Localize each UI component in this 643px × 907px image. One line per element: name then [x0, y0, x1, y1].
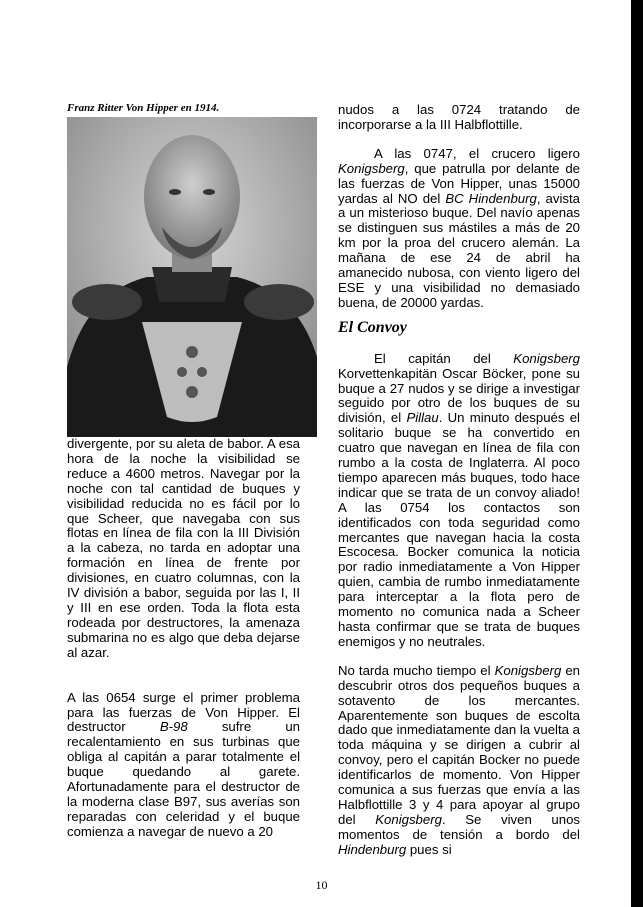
left-column: [67, 437, 300, 840]
section-heading: El Convoy: [338, 318, 407, 336]
portrait-photo: [67, 117, 317, 437]
left-paragraph-1: divergente, por su aleta de babor. A esa hora de la noche la visibilidad se reduce a 4600 metros. Navegar por la noche con tal cantidad de buques y visibilidad reducida no es fácil por lo que Scheer, que navegaba con sus flotas en línea de fila con la III División a la cabeza, no tarda en adoptar una formación en línea de frente por divisiones, en cuatro columnas, con la IV división a babor, seguida por las I, II y III en ese orden. Toda la flota esta rodeada por destructores, la amenaza submarina no es algo que deba dejarse al azar.: [67, 436, 300, 660]
right-paragraph-4: No tarda mucho tiempo el Konigsberg en descubrir otros dos pequeños buques a sotavento de los mercantes. Aparentemente son buques de escolta dado que inmediatamente dan la vuelta a toda máquina y se dirigen a cubrir al convoy, pero el capitán Bocker no puede identificarlos de momento. Von Hipper comunica a sus fuerzas que envía a las Halbflottille 3 y 4 para apoyar al grupo del Konigsberg. Se viven unos momentos de tensión a bordo del Hindenburg pues si: [338, 662, 581, 857]
right-paragraph-2: A las 0747, el crucero ligero Konigsberg, que patrulla por delante de las fuerzas de Von Hipper, unas 15000 yardas al NO del BC Hindenburg, avista a un misterioso buque. Del navío apenas se distinguen sus mástiles a más de 20 km por la proa del crucero alemán. La mañana de ese 24 de abril ha amanecido nubosa, con viento ligero del ESE y una visibilidad no demasiado buena, de 20000 yardas.: [338, 145, 580, 310]
page-number: 10: [315, 878, 328, 892]
portrait-illustration: [67, 117, 317, 437]
right-column: [338, 103, 580, 858]
right-paragraph-1: nudos a las 0724 tratando de incorporarse a la III Halbflottille.: [338, 102, 580, 132]
photo-caption: Franz Ritter Von Hipper en 1914.: [67, 102, 220, 114]
page-edge-bar: [631, 0, 643, 907]
right-paragraph-3: El capitán del Konigsberg Korvettenkapitän Oscar Böcker, pone su buque a 27 nudos y se dirige a investigar seguido por otro de los buques de su división, el Pillau. Un minuto después el solitario buque se ha convertido en cuatro que navegan en línea de fila con rumbo a la costa de Inglaterra. Al poco tiempo aparecen más buques, todo hace indicar que se trata de un convoy aliado! A las 0754 los contactos son identificados con toda seguridad como mercantes que navegan hacia la costa Escocesa. Bocker comunica la noticia por radio inmediatamente a Von Hipper quien, cambia de rumbo inmediatamente para interceptar a la flota pero de momento no comunica nada a Scheer hasta confirmar que se trata de buques enemigos y no neutrales.: [338, 350, 580, 649]
left-paragraph-2: A las 0654 surge el primer problema para las fuerzas de Von Hipper. El destructor B-98 sufre un recalentamiento en sus turbinas que obliga al capitán a parar totalmente el buque quedando al garete. Afortunadamente para el destructor de la moderna clase B97, sus averías son reparadas con celeridad y el buque comienza a navegar de nuevo a 20: [67, 689, 300, 839]
